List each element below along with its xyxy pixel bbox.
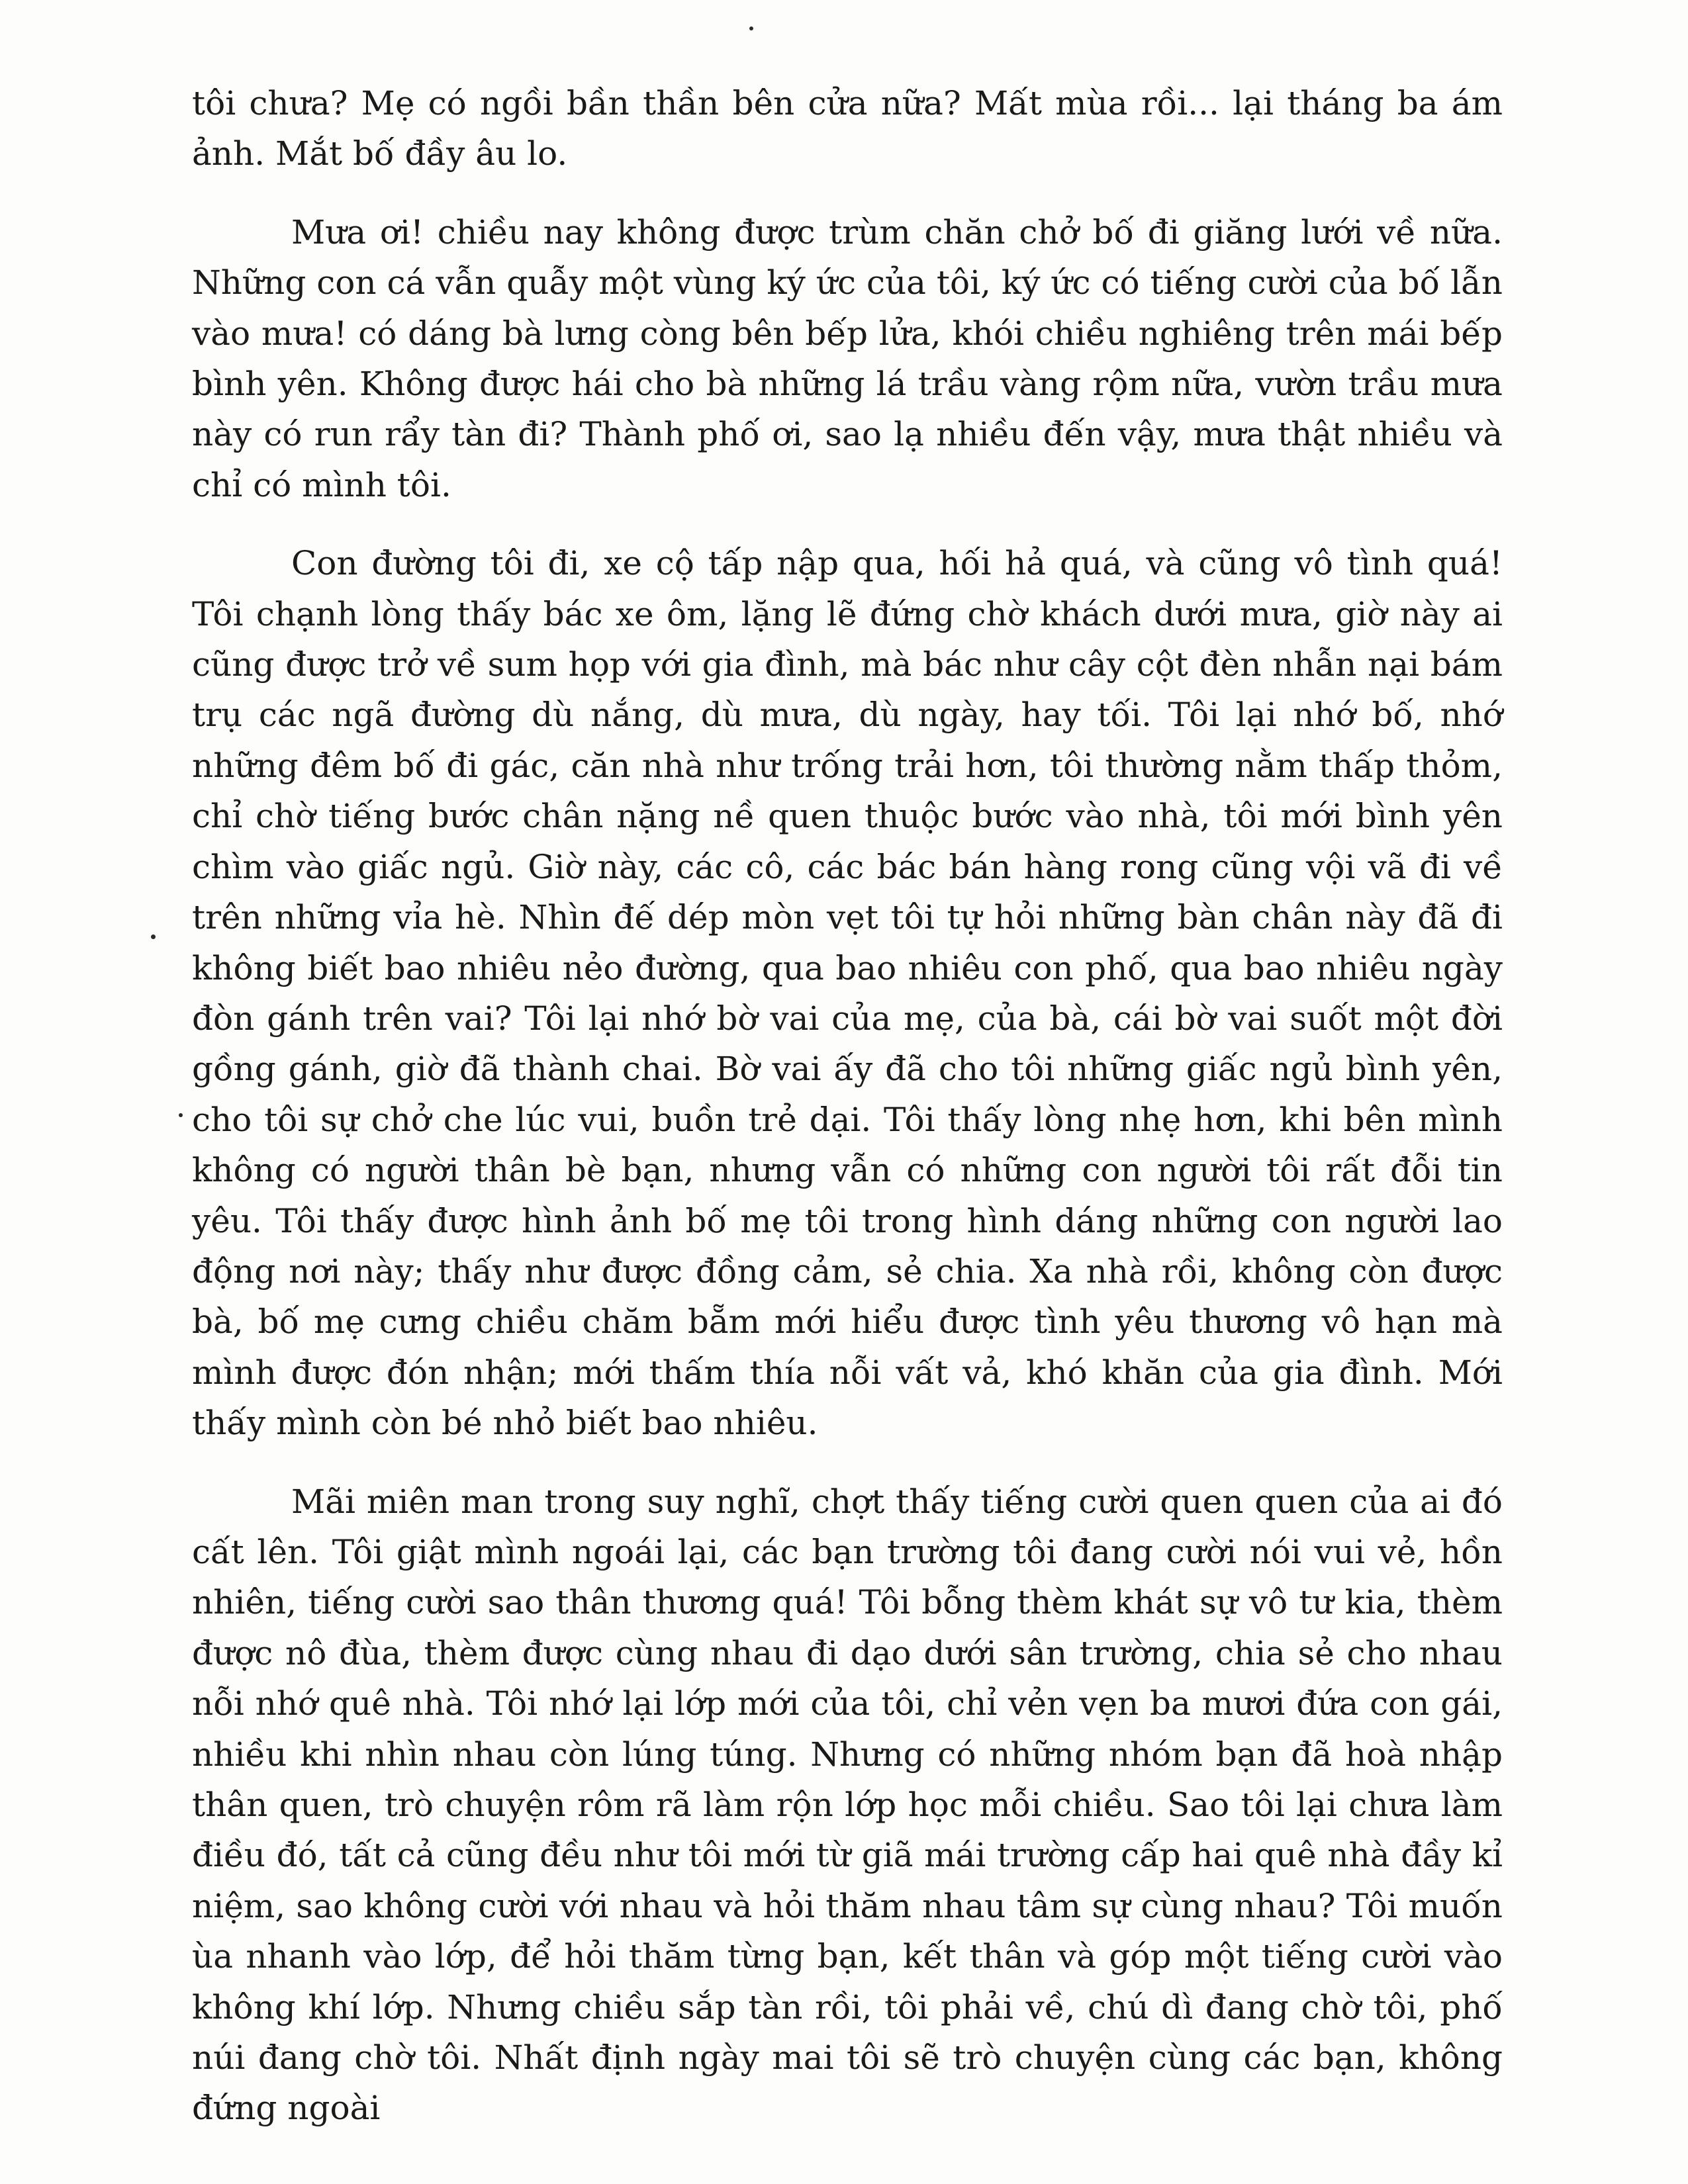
paragraph-continued: tôi chưa? Mẹ có ngồi bần thần bên cửa nữa? Mất mùa rồi... lại tháng ba ám ảnh. Mắt bố đầy âu lo. bbox=[192, 84, 1503, 173]
scan-speck-left-2 bbox=[179, 1113, 183, 1117]
paragraph-rain: Mưa ơi! chiều nay không được trùm chăn chở bố đi giăng lưới về nữa. Những con cá vẫn quẫy một vùng ký ức của tôi, ký ức có tiếng cười của bố lẫn vào mưa! có dáng bà lưng còng bên bếp lửa, khói chiều nghiêng trên mái bếp bình yên. Không được hái cho bà những lá trầu vàng rộm nữa, vườn trầu mưa này có run rẩy tàn đi? Thành phố ơi, sao lạ nhiều đến vậy, mưa thật nhiều và chỉ có mình tôi. bbox=[192, 212, 1503, 504]
paragraph-street: Con đường tôi đi, xe cộ tấp nập qua, hối hả quá, và cũng vô tình quá! Tôi chạnh lòng thấy bác xe ôm, lặng lẽ đứng chờ khách dưới mưa, giờ này ai cũng được trở về sum họp với gia đình, mà bác như cây cột đèn nhẫn nại bám trụ các ngã đường dù nắng, dù mưa, dù ngày, hay tối. Tôi lại nhớ bố, nhớ những đêm bố đi gác, căn nhà như trống trải hơn, tôi thường nằm thấp thỏm, chỉ chờ tiếng bước chân nặng nề quen thuộc bước vào nhà, tôi mới bình yên chìm vào giấc ngủ. Giờ này, các cô, các bác bán hàng rong cũng vội vã đi về trên những vỉa hè. Nhìn đế dép mòn vẹt tôi tự hỏi những bàn chân này đã đi không biết bao nhiêu nẻo đường, qua bao nhiêu con phố, qua bao nhiêu ngày đòn gánh trên vai? Tôi lại nhớ bờ vai của mẹ, của bà, cái bờ vai suốt một đời gồng gánh, giờ đã thành chai. Bờ vai ấy đã cho tôi những giấc ngủ bình yên, cho tôi sự chở che lúc vui, buồn trẻ dại. Tôi thấy lòng nhẹ hơn, khi bên mình không có người thân bè bạn, nhưng vẫn có những con người tôi rất đỗi tin yêu. Tôi thấy được hình ảnh bố mẹ tôi trong hình dáng những con người lao động nơi này; thấy như được đồng cảm, sẻ chia. Xa nhà rồi, không còn được bà, bố mẹ cưng chiều chăm bẵm mới hiểu được tình yêu thương vô hạn mà mình được đón nhận; mới thấm thía nỗi vất vả, khó khăn của gia đình. Mới thấy mình còn bé nhỏ biết bao nhiêu. bbox=[192, 544, 1503, 1443]
paragraph-laughter: Mãi miên man trong suy nghĩ, chợt thấy tiếng cười quen quen của ai đó cất lên. Tôi giật mình ngoái lại, các bạn trường tôi đang cười nói vui vẻ, hồn nhiên, tiếng cười sao thân thương quá! Tôi bỗng thèm khát sự vô tư kia, thèm được nô đùa, thèm được cùng nhau đi dạo dưới sân trường, chia sẻ cho nhau nỗi nhớ quê nhà. Tôi nhớ lại lớp mới của tôi, chỉ vẻn vẹn ba mươi đứa con gái, nhiều khi nhìn nhau còn lúng túng. Nhưng có những nhóm bạn đã hoà nhập thân quen, trò chuyện rôm rã làm rộn lớp học mỗi chiều. Sao tôi lại chưa làm điều đó, tất cả cũng đều như tôi mới từ giã mái trường cấp hai quê nhà đầy kỉ niệm, sao không cười với nhau và hỏi thăm nhau tâm sự cùng nhau? Tôi muốn ùa nhanh vào lớp, để hỏi thăm từng bạn, kết thân và góp một tiếng cười vào không khí lớp. Nhưng chiều sắp tàn rồi, tôi phải về, chú dì đang chờ tôi, phố núi đang chờ tôi. Nhất định ngày mai tôi sẽ trò chuyện cùng các bạn, không đứng ngoài bbox=[192, 1482, 1503, 2128]
scan-speck-top bbox=[749, 26, 753, 30]
scan-speck-left bbox=[151, 934, 156, 939]
body-text bbox=[192, 78, 1503, 2134]
